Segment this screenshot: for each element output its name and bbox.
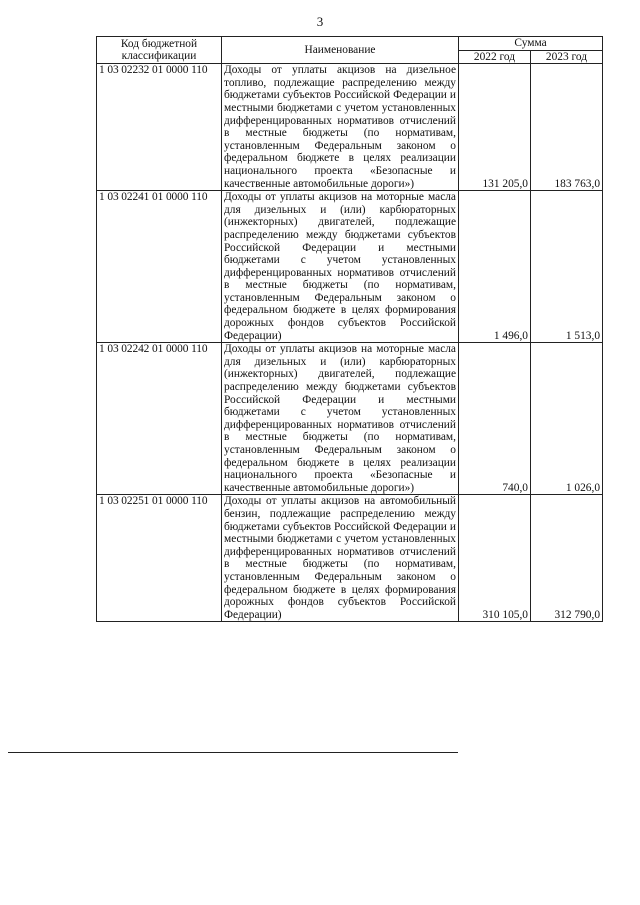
header-budget-code: Код бюджетной классификации bbox=[97, 37, 222, 64]
table-row bbox=[97, 495, 603, 622]
row-budget-code: 1 03 02241 01 0000 110 bbox=[97, 191, 222, 343]
row-name: Доходы от уплаты акцизов на моторные масла для дизельных и (или) карбюраторных (инжекторных) двигателей, подлежащие распределению между бюджетами субъектов Российской Федерации и местными бюджетами с учетом установленных дифференцированных нормативов отчислений в местные бюджеты (по нормативам, установленным Федеральным законом о федеральном бюджете в целях формирования дорожных фондов субъектов Российской Федерации) bbox=[222, 191, 459, 343]
row-amount-2022: 310 105,0 bbox=[459, 495, 531, 622]
table-row bbox=[97, 343, 603, 495]
footer-divider bbox=[8, 752, 458, 753]
budget-revenue-table bbox=[96, 36, 603, 622]
row-amount-2023: 1 513,0 bbox=[531, 191, 603, 343]
table-row bbox=[97, 64, 603, 191]
row-amount-2022: 1 496,0 bbox=[459, 191, 531, 343]
row-name: Доходы от уплаты акцизов на дизельное топливо, подлежащие распределению между бюджетами субъектов Российской Федерации и местными бюджетами с учетом установленных дифференцированных нормативов отчислений в местные бюджеты (по нормативам, установленным Федеральным законом о федеральном бюджете в целях реализации национального проекта «Безопасные и качественные автомобильные дороги») bbox=[222, 64, 459, 191]
table-row bbox=[97, 191, 603, 343]
header-name: Наименование bbox=[222, 37, 459, 64]
row-amount-2022: 131 205,0 bbox=[459, 64, 531, 191]
row-name: Доходы от уплаты акцизов на моторные масла для дизельных и (или) карбюраторных (инжекторных) двигателей, подлежащие распределению между бюджетами субъектов Российской Федерации и местными бюджетами с учетом установленных дифференцированных нормативов отчислений в местные бюджеты (по нормативам, установленным Федеральным законом о федеральном бюджете в целях реализации национального проекта «Безопасные и качественные автомобильные дороги») bbox=[222, 343, 459, 495]
row-budget-code: 1 03 02242 01 0000 110 bbox=[97, 343, 222, 495]
row-amount-2023: 312 790,0 bbox=[531, 495, 603, 622]
header-year-2023: 2023 год bbox=[531, 50, 603, 64]
header-sum: Сумма bbox=[459, 37, 603, 51]
row-amount-2022: 740,0 bbox=[459, 343, 531, 495]
row-name: Доходы от уплаты акцизов на автомобильный бензин, подлежащие распределению между бюджетами субъектов Российской Федерации и местными бюджетами с учетом установленных дифференцированных нормативов отчислений в местные бюджеты (по нормативам, установленным Федеральным законом о федеральном бюджете в целях формирования дорожных фондов субъектов Российской Федерации) bbox=[222, 495, 459, 622]
header-year-2022: 2022 год bbox=[459, 50, 531, 64]
row-budget-code: 1 03 02251 01 0000 110 bbox=[97, 495, 222, 622]
row-budget-code: 1 03 02232 01 0000 110 bbox=[97, 64, 222, 191]
row-amount-2023: 1 026,0 bbox=[531, 343, 603, 495]
page-number: 3 bbox=[316, 14, 324, 29]
row-amount-2023: 183 763,0 bbox=[531, 64, 603, 191]
